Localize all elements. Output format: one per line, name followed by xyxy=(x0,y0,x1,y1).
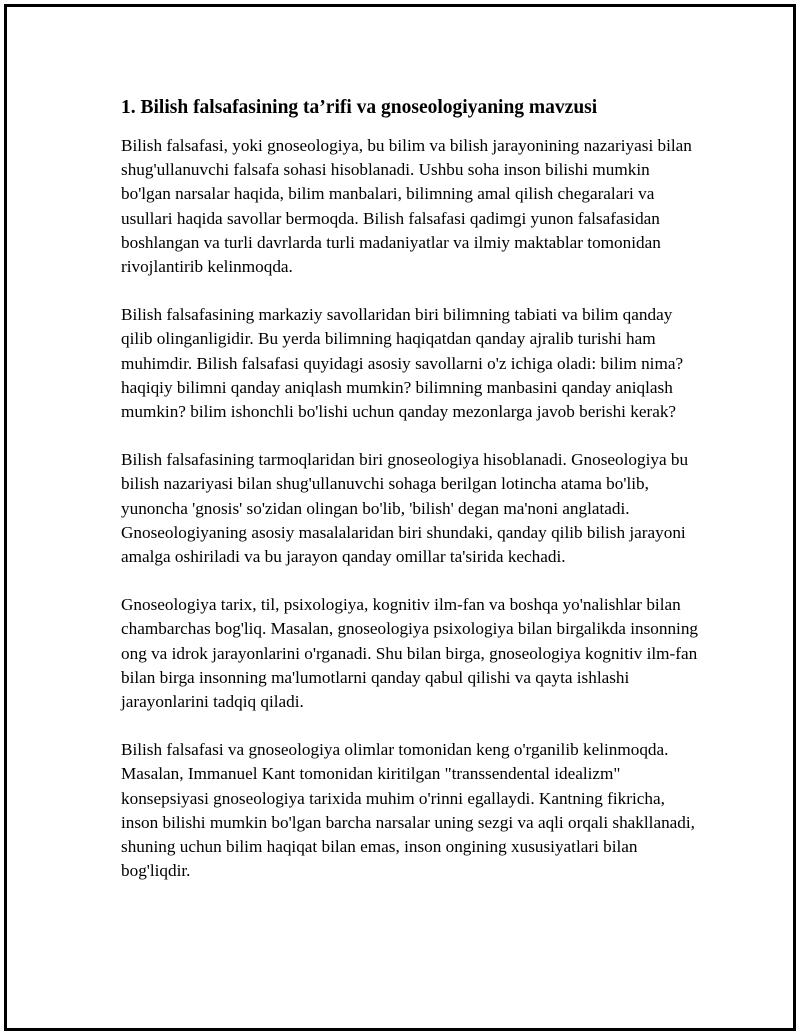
paragraph-definition: Bilish falsafasi, yoki gnoseologiya, bu bilim va bilish jarayonining nazariyasi bilan shug'ullanuvchi falsafa sohasi hisoblanadi. Ushbu soha inson bilishi mumkin bo'lgan narsalar haqida, bilim manbalari, bilimning amal qilish chegaralari va usullari haqida savollar bermoqda. Bilish falsafasi qadimgi yunon falsafasidan boshlangan va turli davrlarda turli madaniyatlar va ilmiy maktablar tomonidan rivojlantirib kelinmoqda. xyxy=(121,136,692,277)
section-title: 1. Bilish falsafasining ta’rifi va gnoseologiyaning mavzusi xyxy=(121,97,598,118)
paragraph-gnoseology-branch: Bilish falsafasining tarmoqlaridan biri gnoseologiya hisoblanadi. Gnoseologiya bu bilish nazariyasi bilan shug'ullanuvchi sohaga berilgan lotincha atama bo'lib, yunoncha 'gnosis' so'zidan olingan bo'lib, 'bilish' degan ma'noni anglatadi. Gnoseologiyaning asosiy masalalaridan biri shundaki, qanday qilib bilish jarayoni amalga oshiriladi va bu jarayon qanday omillar ta'sirida kechadi. xyxy=(121,450,689,567)
paragraph-central-questions: Bilish falsafasining markaziy savollaridan biri bilimning tabiati va bilim qanday qilib olinganligidir. Bu yerda bilimning haqiqatdan qanday ajralib turishi ham muhimdir. Bilish falsafasi quyidagi asosiy savollarni o'z ichiga oladi: bilim nima? haqiqiy bilimni qanday aniqlash mumkin? bilimning manbasini qanday aniqlash mumkin? bilim ishonchli bo'lishi uchun qanday mezonlarga javob berishi kerak? xyxy=(121,305,684,422)
document-body xyxy=(121,95,701,907)
paragraph-kant: Bilish falsafasi va gnoseologiya olimlar tomonidan keng o'rganilib kelinmoqda. Masalan, Immanuel Kant tomonidan kiritilgan "transsendental idealizm" konsepsiyasi gnoseologiya tarixida muhim o'rinni egallaydi. Kantning fikricha, inson bilishi mumkin bo'lgan barcha narsalar uning sezgi va aqli orqali shakllanadi, shuning uchun bilim haqiqat bilan emas, inson ongining xususiyatlari bilan bog'liqdir. xyxy=(121,740,695,881)
page-frame xyxy=(4,4,796,1031)
paragraph-related-fields: Gnoseologiya tarix, til, psixologiya, kognitiv ilm-fan va boshqa yo'nalishlar bilan chambarchas bog'liq. Masalan, gnoseologiya psixologiya bilan birgalikda insonning ong va idrok jarayonlarini o'rganadi. Shu bilan birga, gnoseologiya kognitiv ilm-fan bilan birga insonning ma'lumotlarni qanday qabul qilishi va qayta ishlashi jarayonlarini tadqiq qiladi. xyxy=(121,595,699,712)
